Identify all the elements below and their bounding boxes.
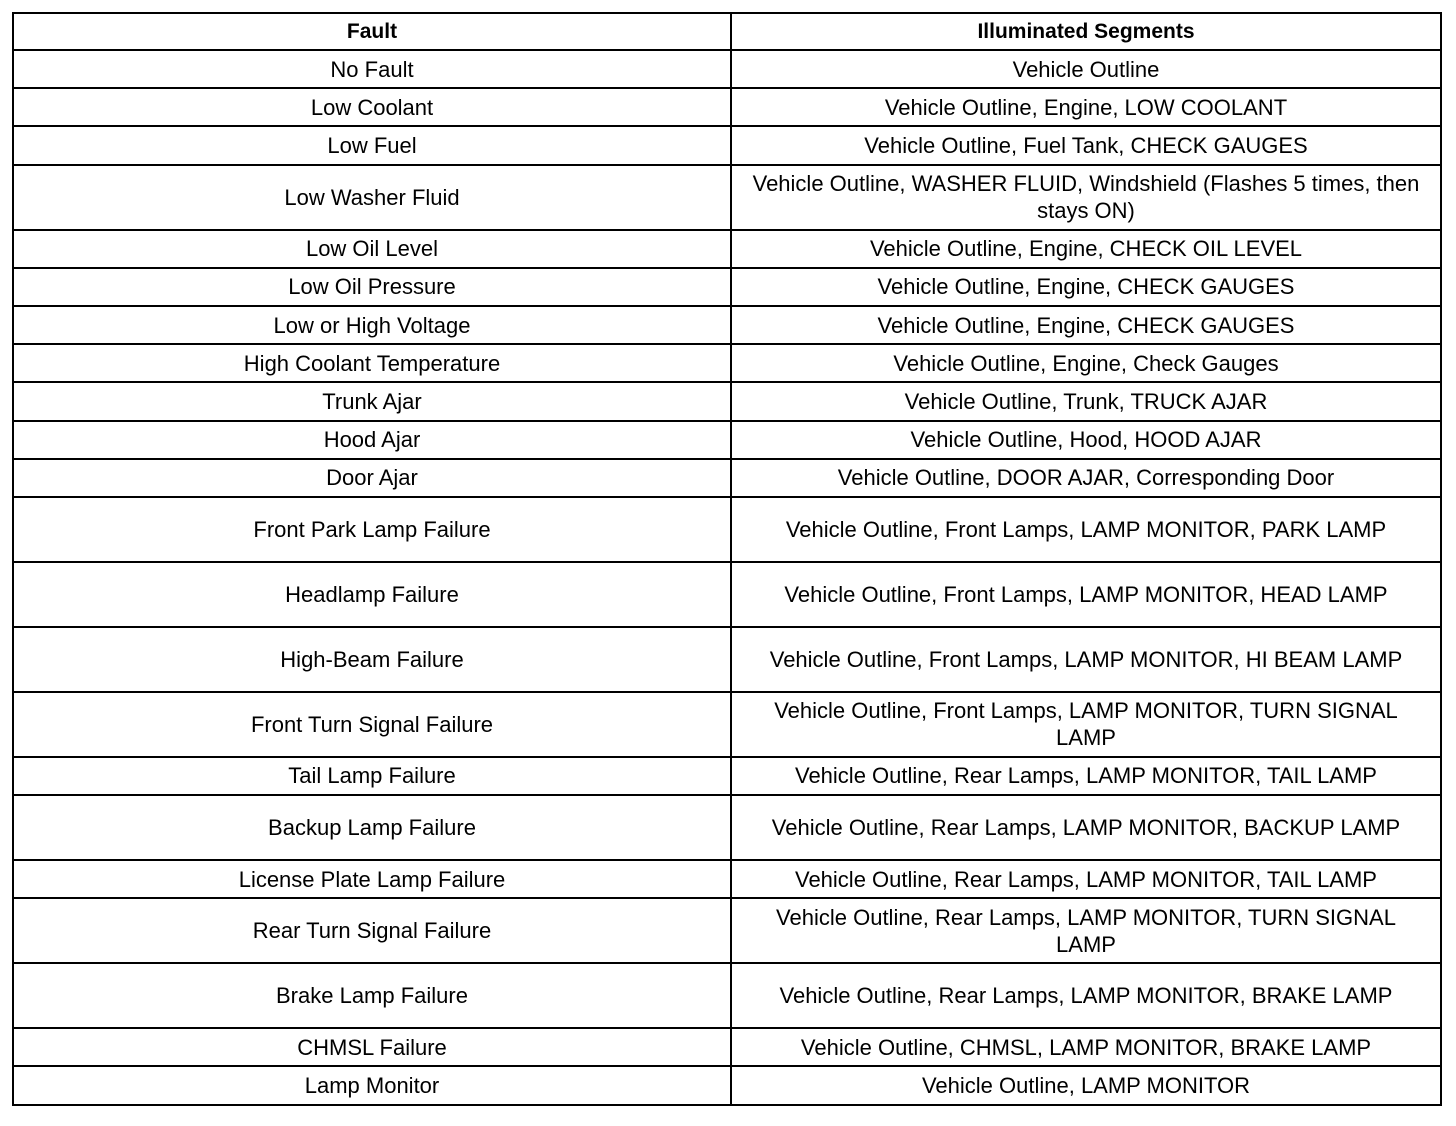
table-row bbox=[13, 268, 1441, 306]
illuminated-segments-cell: Vehicle Outline, Rear Lamps, LAMP MONITOR, BRAKE LAMP bbox=[731, 963, 1441, 1028]
table-row bbox=[13, 126, 1441, 164]
fault-cell: No Fault bbox=[13, 50, 731, 88]
table-row bbox=[13, 459, 1441, 497]
table-row bbox=[13, 562, 1441, 627]
table-row bbox=[13, 306, 1441, 344]
table-row bbox=[13, 860, 1441, 898]
fault-cell: Rear Turn Signal Failure bbox=[13, 898, 731, 963]
fault-cell: High-Beam Failure bbox=[13, 627, 731, 692]
fault-cell: Low Coolant bbox=[13, 88, 731, 126]
illuminated-segments-cell: Vehicle Outline, Engine, Check Gauges bbox=[731, 344, 1441, 382]
column-header-fault: Fault bbox=[13, 13, 731, 50]
fault-cell: Front Park Lamp Failure bbox=[13, 497, 731, 562]
illuminated-segments-cell: Vehicle Outline, Rear Lamps, LAMP MONITOR, TAIL LAMP bbox=[731, 860, 1441, 898]
table-header-row bbox=[13, 13, 1441, 50]
table-row bbox=[13, 50, 1441, 88]
illuminated-segments-cell: Vehicle Outline, LAMP MONITOR bbox=[731, 1066, 1441, 1104]
fault-cell: Low Oil Level bbox=[13, 230, 731, 268]
table-row bbox=[13, 165, 1441, 230]
fault-cell: Low Washer Fluid bbox=[13, 165, 731, 230]
illuminated-segments-cell: Vehicle Outline, Hood, HOOD AJAR bbox=[731, 421, 1441, 459]
fault-cell: Front Turn Signal Failure bbox=[13, 692, 731, 757]
fault-cell: Tail Lamp Failure bbox=[13, 757, 731, 795]
table-row bbox=[13, 230, 1441, 268]
fault-segments-table bbox=[12, 12, 1442, 1106]
table-row bbox=[13, 963, 1441, 1028]
table-row bbox=[13, 1066, 1441, 1104]
table-row bbox=[13, 344, 1441, 382]
table-row bbox=[13, 382, 1441, 420]
illuminated-segments-cell: Vehicle Outline, Front Lamps, LAMP MONITOR, PARK LAMP bbox=[731, 497, 1441, 562]
table-row bbox=[13, 795, 1441, 860]
illuminated-segments-cell: Vehicle Outline, Rear Lamps, LAMP MONITOR, TAIL LAMP bbox=[731, 757, 1441, 795]
table-row bbox=[13, 692, 1441, 757]
illuminated-segments-cell: Vehicle Outline, Engine, LOW COOLANT bbox=[731, 88, 1441, 126]
fault-cell: Brake Lamp Failure bbox=[13, 963, 731, 1028]
illuminated-segments-cell: Vehicle Outline, Front Lamps, LAMP MONITOR, HI BEAM LAMP bbox=[731, 627, 1441, 692]
illuminated-segments-cell: Vehicle Outline, Engine, CHECK GAUGES bbox=[731, 306, 1441, 344]
table-row bbox=[13, 1028, 1441, 1066]
illuminated-segments-cell: Vehicle Outline, CHMSL, LAMP MONITOR, BRAKE LAMP bbox=[731, 1028, 1441, 1066]
fault-cell: CHMSL Failure bbox=[13, 1028, 731, 1066]
fault-cell: Lamp Monitor bbox=[13, 1066, 731, 1104]
illuminated-segments-cell: Vehicle Outline, WASHER FLUID, Windshield (Flashes 5 times, then stays ON) bbox=[731, 165, 1441, 230]
illuminated-segments-cell: Vehicle Outline, Front Lamps, LAMP MONITOR, TURN SIGNAL LAMP bbox=[731, 692, 1441, 757]
fault-cell: Low or High Voltage bbox=[13, 306, 731, 344]
fault-cell: License Plate Lamp Failure bbox=[13, 860, 731, 898]
fault-cell: Hood Ajar bbox=[13, 421, 731, 459]
table-row bbox=[13, 88, 1441, 126]
illuminated-segments-cell: Vehicle Outline, Front Lamps, LAMP MONITOR, HEAD LAMP bbox=[731, 562, 1441, 627]
table-row bbox=[13, 898, 1441, 963]
fault-cell: Door Ajar bbox=[13, 459, 731, 497]
illuminated-segments-cell: Vehicle Outline, Rear Lamps, LAMP MONITOR, TURN SIGNAL LAMP bbox=[731, 898, 1441, 963]
table-body bbox=[13, 50, 1441, 1105]
fault-cell: Headlamp Failure bbox=[13, 562, 731, 627]
illuminated-segments-cell: Vehicle Outline, Trunk, TRUCK AJAR bbox=[731, 382, 1441, 420]
fault-cell: Backup Lamp Failure bbox=[13, 795, 731, 860]
fault-cell: Trunk Ajar bbox=[13, 382, 731, 420]
illuminated-segments-cell: Vehicle Outline, DOOR AJAR, Corresponding Door bbox=[731, 459, 1441, 497]
illuminated-segments-cell: Vehicle Outline, Engine, CHECK GAUGES bbox=[731, 268, 1441, 306]
table-row bbox=[13, 421, 1441, 459]
fault-cell: Low Oil Pressure bbox=[13, 268, 731, 306]
fault-cell: High Coolant Temperature bbox=[13, 344, 731, 382]
column-header-illuminated-segments: Illuminated Segments bbox=[731, 13, 1441, 50]
table-row bbox=[13, 757, 1441, 795]
table-row bbox=[13, 627, 1441, 692]
illuminated-segments-cell: Vehicle Outline, Fuel Tank, CHECK GAUGES bbox=[731, 126, 1441, 164]
table-row bbox=[13, 497, 1441, 562]
illuminated-segments-cell: Vehicle Outline, Rear Lamps, LAMP MONITOR, BACKUP LAMP bbox=[731, 795, 1441, 860]
illuminated-segments-cell: Vehicle Outline, Engine, CHECK OIL LEVEL bbox=[731, 230, 1441, 268]
illuminated-segments-cell: Vehicle Outline bbox=[731, 50, 1441, 88]
fault-cell: Low Fuel bbox=[13, 126, 731, 164]
